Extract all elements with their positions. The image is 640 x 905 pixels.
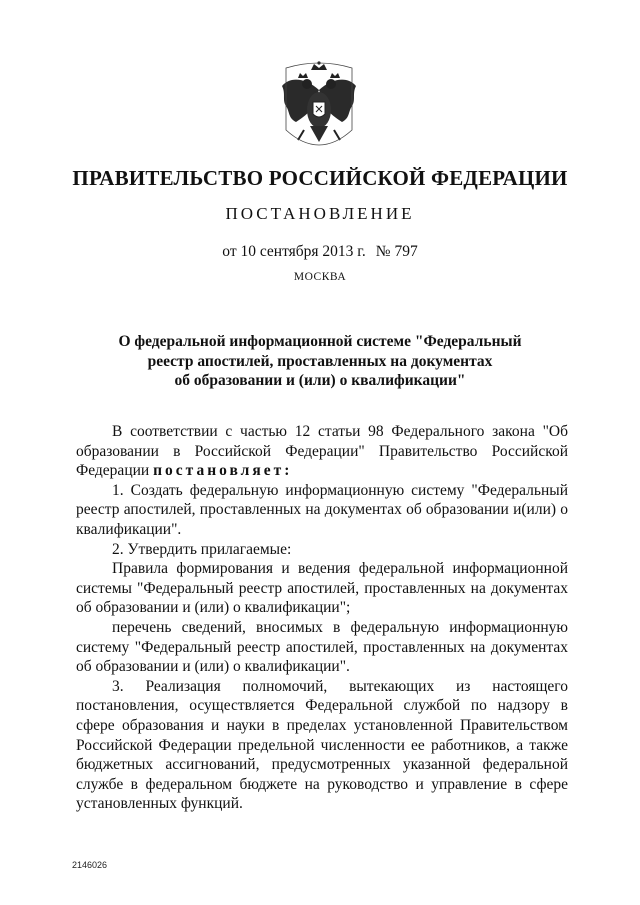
footer-code: 2146026 xyxy=(72,860,108,870)
document-body xyxy=(76,422,568,814)
document-number: № 797 xyxy=(375,243,418,260)
paragraph-item-1: 1. Создать федеральную информационную систему "Федеральный реестр апостилей, проставленных на документах об образовании и(или) о квалификации". xyxy=(76,481,568,538)
subject-line: О федеральной информационной системе "Федеральный xyxy=(118,333,522,350)
government-title: ПРАВИТЕЛЬСТВО РОССИЙСКОЙ ФЕДЕРАЦИИ xyxy=(72,166,568,190)
preamble-text: В соответствии с частью 12 статьи 98 Федерального закона "Об образовании в Российской Федерации" Правительство Российской Федерации xyxy=(76,423,568,480)
paragraph-list: перечень сведений, вносимых в федеральную информационную систему "Федеральный реестр апостилей, проставленных на документах об образовании и (или) о квалификации". xyxy=(76,618,568,676)
paragraph-preamble xyxy=(76,422,568,481)
document-type: ПОСТАНОВЛЕНИЕ xyxy=(225,204,415,223)
paragraph-item-2: 2. Утвердить прилагаемые: xyxy=(112,540,292,558)
city: МОСКВА xyxy=(293,271,347,283)
document-subject xyxy=(90,332,550,391)
subject-line: об образовании и (или) о квалификации" xyxy=(174,372,466,389)
subject-line: реестр апостилей, проставленных на документах xyxy=(147,352,493,370)
document-date-line xyxy=(0,243,640,261)
document-date: от 10 сентября 2013 г. xyxy=(222,243,366,260)
decree-word: постановляет: xyxy=(153,462,293,480)
coat-of-arms-icon xyxy=(276,60,362,160)
paragraph-item-3: 3. Реализация полномочий, вытекающих из настоящего постановления, осуществляется Федеральной службой по надзору в сфере образования и науки в пределах установленной Правительством Российской Федерации предельной численности ее работников, а также бюджетных ассигнований, предусмотренных указанной федеральной службе в федеральном бюджете на руководство и управление в сфере установленных функций. xyxy=(76,677,568,813)
paragraph-rules: Правила формирования и ведения федеральной информационной системы "Федеральный реестр апостилей, проставленных на документах об образовании и (или) о квалификации"; xyxy=(76,560,568,617)
